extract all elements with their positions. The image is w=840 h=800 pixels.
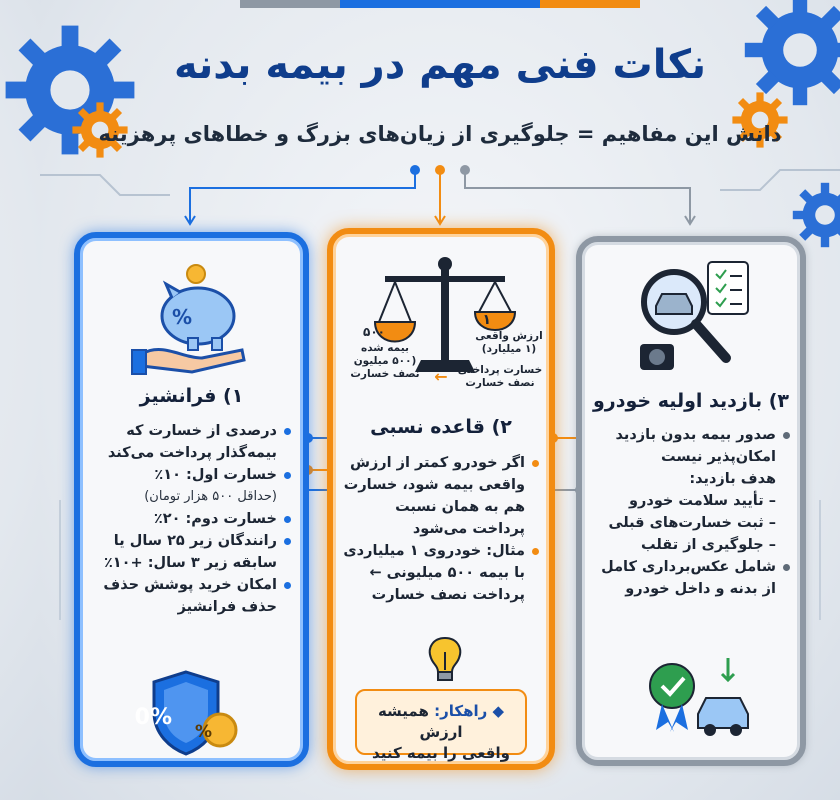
- list-item: پرداخت نصف خسارت: [371, 587, 525, 603]
- list-item: پرداخت می‌شود: [412, 521, 525, 537]
- card-ratio-rule: [327, 228, 555, 770]
- arrow-icon: ←: [434, 367, 448, 386]
- scale-left-value: ۵۰۰: [363, 325, 385, 339]
- scale-right-caption: ارزش واقعی (۱ میلیارد): [475, 330, 543, 355]
- franchise-list: [81, 420, 291, 618]
- page-subtitle: دانش این مفاهیم = جلوگیری از زیان‌های بزرگ و خطاهای پرهزینه: [98, 122, 782, 146]
- tip-box: [355, 689, 527, 762]
- list-item: هدف بازدید:: [689, 471, 776, 487]
- tip-label: ◆ راهکار:: [434, 702, 505, 720]
- list-item: خسارت اول: ۱۰٪: [81, 464, 291, 486]
- tip-text-1: همیشه ارزش: [377, 702, 463, 741]
- card-inspection-title: ۳) بازدید اولیه خودرو: [592, 390, 790, 412]
- list-item: از بدنه و داخل خودرو: [625, 581, 776, 597]
- scale-left-caption: بیمه شده (۵۰۰ میلیون نصف خسارت: [350, 342, 420, 380]
- svg-text:%: %: [171, 305, 192, 329]
- tip-text-2: واقعی را بیمه کنید: [372, 744, 510, 762]
- card-franchise-title: ۱) فرانشیز: [139, 385, 244, 407]
- list-item: حذف فرانشیز: [177, 599, 277, 615]
- list-item: هم به همان نسبت: [395, 499, 525, 515]
- svg-text:%: %: [194, 722, 212, 742]
- magnifier-car-icon: [634, 258, 764, 378]
- list-item: امکان‌پذیر نیست: [660, 449, 776, 465]
- list-item: اگر خودرو کمتر از ارزش: [334, 452, 539, 474]
- list-item: صدور بیمه بدون بازدید: [582, 424, 790, 446]
- list-item: (حداقل ۵۰۰ هزار تومان): [144, 489, 277, 504]
- shield-percent-icon: [134, 668, 246, 758]
- list-item: شامل عکس‌برداری کامل: [582, 556, 790, 578]
- lightbulb-icon: [423, 634, 467, 686]
- list-item: درصدی از خسارت که: [81, 420, 291, 442]
- shield-badge-text: 0%: [134, 705, 172, 730]
- list-item: واقعی بیمه شود، خسارت: [343, 477, 525, 493]
- list-item: امکان خرید پوشش حذف: [81, 574, 291, 596]
- ratio-list: [334, 452, 539, 606]
- list-item: مثال: خودروی ۱ میلیاردی: [334, 540, 539, 562]
- list-item: – جلوگیری از تقلب: [641, 537, 776, 553]
- card-inspection: [576, 236, 806, 766]
- scale-right-caption-2: خسارت پرداختی نصف خسارت: [457, 364, 543, 389]
- list-item: سابقه زیر ۳ سال: +۱۰٪: [103, 555, 277, 571]
- list-item: رانندگان زیر ۲۵ سال یا: [81, 530, 291, 552]
- scale-right-value: ۱: [482, 312, 491, 328]
- card-franchise: [74, 232, 309, 767]
- piggy-bank-icon: [132, 258, 252, 378]
- badge-car-icon: [642, 652, 752, 742]
- inspection-list: [582, 424, 790, 600]
- page-title: نکات فنی مهم در بیمه بدنه: [173, 42, 707, 88]
- list-item: – ثبت خسارت‌های قبلی: [608, 515, 776, 531]
- list-item: با بیمه ۵۰۰ میلیونی ←: [369, 565, 525, 581]
- list-item: – تأیید سلامت خودرو: [629, 493, 776, 509]
- card-ratio-title: ۲) قاعده نسبی: [370, 416, 512, 438]
- list-item: خسارت دوم: ۲۰٪: [81, 508, 291, 530]
- list-item: بیمه‌گذار پرداخت می‌کند: [107, 445, 277, 461]
